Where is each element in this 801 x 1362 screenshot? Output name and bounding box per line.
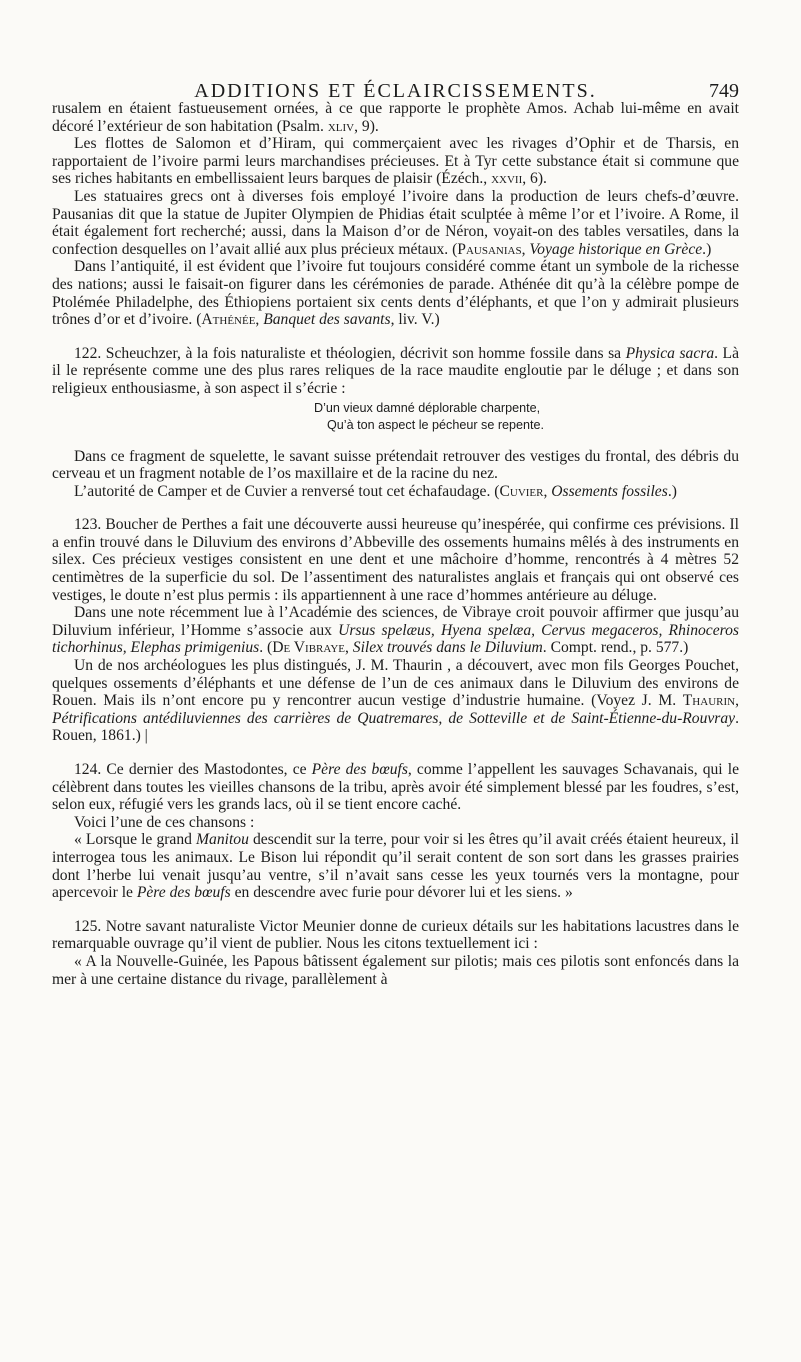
verse-quote bbox=[52, 400, 739, 434]
note-122: 122. Scheuchzer, à la fois naturaliste et théologien, décrivit son homme fossile dans sa Physica sacra. Là il le représente comme une des plus rares reliques de la race maudite engloutie par le déluge ; et dans son religieux enthousiasme, à son aspect il s’écrie : bbox=[52, 344, 740, 397]
note-123: 123. Boucher de Perthes a fait une découverte aussi heureuse qu’inespérée, qui confirme ces prévisions. Il a enfin trouvé dans le Diluvium des environs d’Abbeville des ossements humains mêlés à des instruments en silex. Ces précieux vestiges consistent en une dent et une mâchoire d’homme, rencontrés à 4 mètres 52 centimètres de la superficie du sol. De l’assentiment des naturalistes anglais et français qui ont observé ces vestiges, le doute n’est plus permis : ils appartiennent à une race d’hommes antérieure au déluge. bbox=[52, 516, 739, 604]
paragraph-jerusalem-ivory: rusalem en étaient fastueusement ornées, à ce que rapporte le prophète Amos. Achab lui-même en avait décoré l’extérieur de son habitation (Psalm. xliv, 9). bbox=[52, 100, 739, 135]
page-header bbox=[52, 0, 739, 100]
note-125: 125. Notre savant naturaliste Victor Meunier donne de curieux détails sur les habitations lacustres dans le remarquable ouvrage qu’il vient de publier. Nous les citons textuellement ici : bbox=[52, 917, 739, 953]
paragraph-antiquity-ivory: Dans l’antiquité, il est évident que l’ivoire fut toujours considéré comme étant un symbole de la richesse des nations; aussi le faisait-on figurer dans les cérémonies de parade. Athénée dit qu’à la célèbre pompe de Ptolémée Philadelphe, des Éthiopiens portaient six cents dents d’éléphants, et que l’on y admirait plusieurs trônes d’or et d’ivoire. (Athénée, Banquet des savants, liv. V.) bbox=[52, 258, 739, 329]
body-text bbox=[52, 100, 739, 988]
verse-line-2: Qu’à ton aspect le pécheur se repente. bbox=[327, 417, 545, 432]
page-number: 749 bbox=[709, 80, 739, 102]
note-124: 124. Ce dernier des Mastodontes, ce Père des bœufs, comme l’appellent les sauvages Schavanais, qui le célèbrent dans toutes les vieilles chansons de la tribu, après avoir été simplement blessé par les foudres, s’est, selon eux, réfugié vers les grands lacs, où il se tient encore caché. bbox=[52, 761, 739, 814]
paragraph-salomon-fleets: Les flottes de Salomon et d’Hiram, qui commerçaient avec les rivages d’Ophir et de Tharsis, en rapportaient de l’ivoire parmi leurs marchandises précieuses. Et à Tyr cette substance était si commune que ses riches habitants en embellissaient leurs barques de plaisir (Ézéch., xxvii, 6). bbox=[52, 135, 739, 188]
paragraph-greek-statuaries: Les statuaires grecs ont à diverses fois employé l’ivoire dans la production de leurs chefs-d’œuvre. Pausanias dit que la statue de Jupiter Olympien de Phidias était sculptée à même l’or et l’ivoire. A Rome, il était également fort recherché; aussi, dans la Maison d’or de Néron, voyait-on des tables versatiles, dans la confection desquelles on l’avait allié aux plus précieux métaux. (Pausanias, Voyage historique en Grèce.) bbox=[52, 187, 739, 258]
paragraph-papous: « A la Nouvelle-Guinée, les Papous bâtissent également sur pilotis; mais ces pilotis sont enfoncés dans la mer à une certaine distance du rivage, parallèlement à bbox=[52, 952, 739, 988]
paragraph-cuvier: L’autorité de Camper et de Cuvier a renversé tout cet échafaudage. (Cuvier, Ossements fossiles.) bbox=[74, 482, 677, 500]
running-title: ADDITIONS ET ÉCLAIRCISSEMENTS. bbox=[194, 80, 597, 102]
paragraph-vibraye: Dans une note récemment lue à l’Académie des sciences, de Vibraye croit pouvoir affirmer que jusqu’au Diluvium inférieur, l’Homme s’associe aux Ursus spelæus, Hyena spelæa, Cervus megaceros, Rhinoceros tichorhinus, Elephas primigenius. (De Vibraye, Silex trouvés dans le Diluvium. Compt. rend., p. 577.) bbox=[52, 604, 739, 657]
paragraph-skeleton-fragment: Dans ce fragment de squelette, le savant suisse prétendait retrouver des vestiges du frontal, des débris du cerveau et un fragment notable de l’os maxillaire et de la racine du nez. bbox=[52, 447, 739, 483]
paragraph-thaurin: Un de nos archéologues les plus distingués, J. M. Thaurin , a découvert, avec mon fils Georges Pouchet, quelques ossements d’éléphants et une défense de l’un de ces animaux dans le Diluvium des environs de Rouen. Mais ils n’ont encore pu y rencontrer aucun vestige d’industrie humaine. (Voyez J. M. Thaurin, Pétrifications antédiluviennes des carrières de Quatremares, de Sotteville et de Saint-Étienne-du-Rouvray. Rouen, 1861.) | bbox=[52, 657, 739, 745]
verse-line-1: D’un vieux damné déplorable charpente, bbox=[314, 400, 541, 415]
paragraph-manitou-song: « Lorsque le grand Manitou descendit sur la terre, pour voir si les êtres qu’il avait créés étaient heureux, il interrogea tous les animaux. Le Bison lui répondit qu’il serait content de son sort dans les grasses prairies dont l’herbe lui venait jusqu’au ventre, s’il n’avait sans cesse les yeux tournés vers la montagne, pour apercevoir le Père des bœufs en descendre avec furie pour dévorer lui et les siens. » bbox=[52, 831, 739, 902]
paragraph-song-intro: Voici l’une de ces chansons : bbox=[74, 813, 255, 831]
